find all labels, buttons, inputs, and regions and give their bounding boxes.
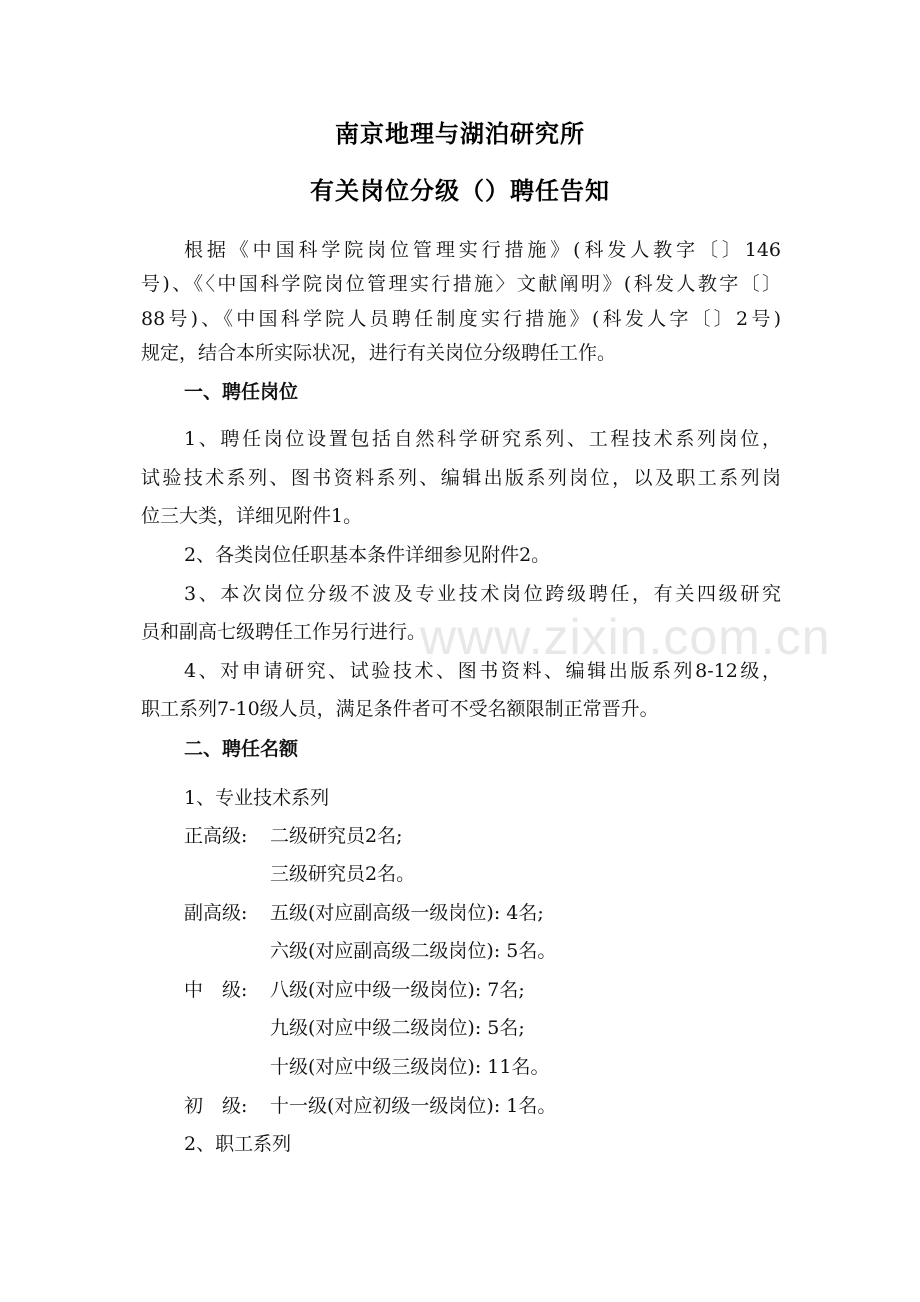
- group-item: 八级(对应中级一级岗位): 7名;: [270, 979, 525, 1001]
- group-label-chuji: 初 级:: [184, 1095, 248, 1117]
- group-item: 十级(对应中级三级岗位): 11名。: [270, 1056, 550, 1078]
- group-item: 三级研究员2名。: [270, 863, 416, 885]
- group-item: 六级(对应副高级二级岗位): 5名。: [270, 940, 557, 962]
- group-item: 九级(对应中级二级岗位): 5名;: [270, 1017, 525, 1039]
- section1-p1-line-3: 位三大类，详细见附件1。: [141, 505, 363, 527]
- section2-sub1: 1、专业技术系列: [184, 787, 330, 809]
- group-label-fugao: 副高级:: [184, 902, 248, 924]
- group-item: 二级研究员2名;: [270, 825, 403, 847]
- watermark: www.zixin.com.cn: [420, 609, 831, 665]
- section1-p2: 2、各类岗位任职基本条件详细参见附件2。: [184, 544, 551, 566]
- intro-line-2: 号)、《〈中国科学院岗位管理实行措施〉文献阐明》(科发人教字〔〕: [141, 273, 781, 295]
- intro-line-4: 规定，结合本所实际状况，进行有关岗位分级聘任工作。: [141, 342, 617, 364]
- section2-sub2: 2、职工系列: [184, 1133, 292, 1155]
- document-subtitle: 有关岗位分级（）聘任告知: [310, 177, 610, 205]
- intro-line-3: 88号)、《中国科学院人员聘任制度实行措施》(科发人字〔〕2号): [141, 308, 781, 330]
- section1-heading: 一、聘任岗位: [184, 381, 299, 403]
- group-label-zhenggao: 正高级:: [184, 825, 248, 847]
- intro-line-1: 根据《中国科学院岗位管理实行措施》(科发人教字〔〕146: [184, 239, 781, 261]
- group-item: 五级(对应副高级一级岗位): 4名;: [270, 902, 544, 924]
- section2-heading: 二、聘任名额: [184, 738, 299, 760]
- section1-p3-line-1: 3、本次岗位分级不波及专业技术岗位跨级聘任，有关四级研究: [184, 583, 781, 605]
- section1-p4-line-2: 职工系列7-10级人员，满足条件者可不受名额限制正常晋升。: [141, 698, 659, 720]
- group-item: 十一级(对应初级一级岗位): 1名。: [270, 1095, 557, 1117]
- section1-p1-line-1: 1、聘任岗位设置包括自然科学研究系列、工程技术系列岗位，: [184, 428, 781, 450]
- section1-p3-line-2: 员和副高七级聘任工作另行进行。: [141, 621, 427, 643]
- document-title: 南京地理与湖泊研究所: [335, 120, 585, 148]
- group-label-zhongji: 中 级:: [184, 979, 248, 1001]
- section1-p1-line-2: 试验技术系列、图书资料系列、编辑出版系列岗位，以及职工系列岗: [141, 467, 781, 489]
- section1-p4-line-1: 4、对申请研究、试验技术、图书资料、编辑出版系列8-12级，: [184, 660, 781, 682]
